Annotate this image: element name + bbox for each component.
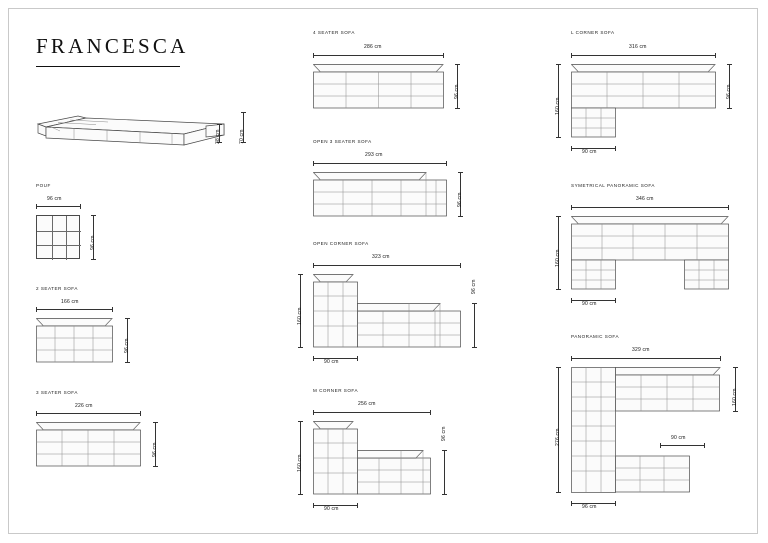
product-title-open-corner: OPEN CORNER SOFA xyxy=(313,241,369,246)
4-seater-drawing xyxy=(313,64,451,116)
dim-label-mcorner-96: 96 cm xyxy=(441,426,447,441)
dim-tick xyxy=(615,298,616,303)
dim-label-3seater-width: 226 cm xyxy=(75,403,93,409)
product-title-sym-pano: SYMETRICAL PANORAMIC SOFA xyxy=(571,183,655,188)
dim-tick xyxy=(733,411,738,412)
dim-tick xyxy=(36,307,37,312)
pouf-grid-line xyxy=(37,245,81,246)
dim-tick xyxy=(455,64,460,65)
product-title-2-seater: 2 SEATER SOFA xyxy=(36,286,78,291)
dim-tick xyxy=(36,204,37,209)
dim-tick xyxy=(556,137,561,138)
dim-label-pano-276: 276 cm xyxy=(555,428,561,446)
dim-tick xyxy=(556,64,561,65)
dim-tick xyxy=(615,501,616,506)
dim-label-pouf-width: 96 cm xyxy=(47,196,62,202)
dim-tick xyxy=(313,263,314,268)
dim-tick xyxy=(443,53,444,58)
product-title-l-corner: L CORNER SOFA xyxy=(571,30,615,35)
dim-tick xyxy=(442,494,447,495)
dim-line-pouf-width xyxy=(36,206,80,207)
dim-label-opencorner-160: 160 cm xyxy=(297,307,303,325)
dim-label-lcorner-90: 90 cm xyxy=(582,149,597,155)
dim-tick xyxy=(704,443,705,448)
dim-tick xyxy=(472,303,477,304)
pouf-grid-line xyxy=(66,216,67,260)
dim-label-pano-96: 96 cm xyxy=(582,504,597,510)
dim-label-sympano-90: 90 cm xyxy=(582,301,597,307)
dim-label-4seater-width: 286 cm xyxy=(364,44,382,50)
modular-sofa-perspective-drawing xyxy=(34,106,234,166)
dim-tick xyxy=(571,146,572,151)
dim-tick xyxy=(615,146,616,151)
dim-tick xyxy=(556,367,561,368)
dim-tick xyxy=(446,161,447,166)
panoramic-drawing xyxy=(571,367,729,505)
dim-line-pano-width xyxy=(571,358,720,359)
dim-tick xyxy=(36,411,37,416)
dim-tick xyxy=(313,161,314,166)
dim-tick xyxy=(556,289,561,290)
dim-label-opencorner-width: 323 cm xyxy=(372,254,390,260)
dim-label-mcorner-90: 90 cm xyxy=(324,506,339,512)
dim-label-2seater-width: 166 cm xyxy=(61,299,79,305)
dim-tick xyxy=(571,298,572,303)
dim-tick xyxy=(298,421,303,422)
dim-tick xyxy=(298,494,303,495)
dim-label-4seater-depth: 96 cm xyxy=(454,84,460,99)
dim-tick xyxy=(153,466,158,467)
dim-line-lcorner-width xyxy=(571,55,715,56)
dim-label-pano-160: 160 cm xyxy=(732,388,738,406)
dim-label-sympano-160: 160 cm xyxy=(555,249,561,267)
dim-line-sympano-width xyxy=(571,207,728,208)
dim-label-pouf-depth: 96 cm xyxy=(90,235,96,250)
dim-tick xyxy=(733,367,738,368)
dim-tick xyxy=(112,307,113,312)
dim-tick xyxy=(357,356,358,361)
dim-label-mcorner-160: 160 cm xyxy=(297,454,303,472)
dim-line-open3-width xyxy=(313,163,446,164)
dim-label-lcorner-width: 316 cm xyxy=(629,44,647,50)
dim-line-2seater-width xyxy=(36,309,112,310)
dim-tick xyxy=(571,356,572,361)
dim-tick xyxy=(571,205,572,210)
dim-tick xyxy=(458,216,463,217)
dim-tick xyxy=(313,410,314,415)
dim-label-mcorner-width: 256 cm xyxy=(358,401,376,407)
3-seater-drawing xyxy=(36,422,148,474)
dim-tick xyxy=(571,53,572,58)
dim-tick xyxy=(727,108,732,109)
dim-tick xyxy=(720,356,721,361)
dim-tick xyxy=(556,216,561,217)
product-title-panoramic: PANORAMIC SOFA xyxy=(571,334,620,339)
title-underline xyxy=(36,66,180,67)
dim-tick xyxy=(80,204,81,209)
pouf-body xyxy=(36,215,80,259)
product-title-pouf: POUF xyxy=(36,183,51,188)
page-title: FRANCESCA xyxy=(36,34,189,58)
dim-label-opencorner-90: 90 cm xyxy=(324,359,339,365)
dim-tick xyxy=(460,263,461,268)
dim-tick xyxy=(91,259,96,260)
dim-tick xyxy=(313,503,314,508)
dim-tick xyxy=(125,362,130,363)
dim-label-open3-depth: 96 cm xyxy=(457,192,463,207)
dim-tick xyxy=(125,318,130,319)
dim-label-3seater-depth: 96 cm xyxy=(152,442,158,457)
dim-label-2seater-depth: 96 cm xyxy=(124,338,130,353)
dim-label-38: 38 cm xyxy=(215,129,221,144)
dim-tick xyxy=(727,64,732,65)
symetrical-panoramic-drawing xyxy=(571,216,736,302)
dim-label-open3-width: 293 cm xyxy=(365,152,383,158)
dim-tick xyxy=(357,503,358,508)
dim-line-opencorner-width xyxy=(313,265,460,266)
dim-tick xyxy=(715,53,716,58)
dim-line-mcorner-width xyxy=(313,412,430,413)
m-corner-drawing xyxy=(313,421,438,507)
dim-tick xyxy=(458,172,463,173)
dim-label-lcorner-160: 160 cm xyxy=(555,97,561,115)
pouf-grid-line xyxy=(52,216,53,260)
dim-tick xyxy=(455,108,460,109)
dim-line-3seater-width xyxy=(36,413,140,414)
dim-tick xyxy=(153,422,158,423)
dim-tick xyxy=(660,443,661,448)
dim-tick xyxy=(313,356,314,361)
dim-line-opencorner-96 xyxy=(474,303,475,347)
open-corner-drawing xyxy=(313,274,468,360)
l-corner-drawing xyxy=(571,64,723,150)
dim-label-pano-width: 329 cm xyxy=(632,347,650,353)
dim-tick xyxy=(217,124,222,125)
dim-tick xyxy=(140,411,141,416)
dim-tick xyxy=(430,410,431,415)
dim-label-lcorner-96: 96 cm xyxy=(726,84,732,99)
product-title-3-seater: 3 SEATER SOFA xyxy=(36,390,78,395)
open-3-seater-drawing xyxy=(313,172,455,224)
dim-label-70: 70 cm xyxy=(239,129,245,144)
dim-tick xyxy=(728,205,729,210)
dim-tick xyxy=(298,274,303,275)
dim-tick xyxy=(571,501,572,506)
dim-label-sympano-width: 346 cm xyxy=(636,196,654,202)
product-title-open-3-seater: OPEN 3 SEATER SOFA xyxy=(313,139,372,144)
dim-tick xyxy=(298,347,303,348)
product-title-m-corner: M CORNER SOFA xyxy=(313,388,359,393)
dim-tick xyxy=(556,492,561,493)
dim-tick xyxy=(91,215,96,216)
dim-line-pano-90 xyxy=(660,445,704,446)
pouf-grid-line xyxy=(37,231,81,232)
dim-label-opencorner-96: 96 cm xyxy=(471,279,477,294)
dim-label-pano-90: 90 cm xyxy=(671,435,686,441)
2-seater-drawing xyxy=(36,318,120,370)
dim-tick xyxy=(442,450,447,451)
dim-tick xyxy=(472,347,477,348)
dim-tick xyxy=(241,112,246,113)
product-title-4-seater: 4 SEATER SOFA xyxy=(313,30,355,35)
dim-line-4seater-width xyxy=(313,55,443,56)
dim-tick xyxy=(313,53,314,58)
dim-line-mcorner-96 xyxy=(444,450,445,494)
